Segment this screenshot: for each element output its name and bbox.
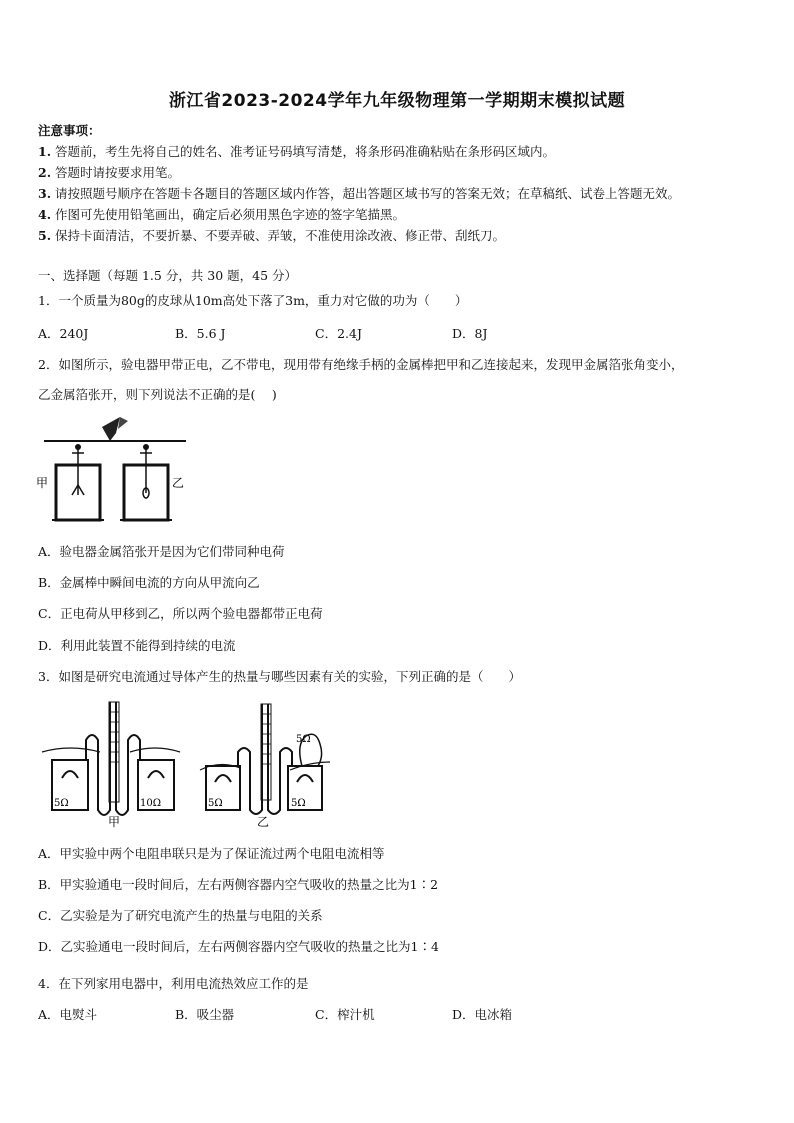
exam-title: 浙江省2023-2024学年九年级物理第一学期期末模拟试题 [168, 91, 626, 111]
q1-stem: 1．一个质量为80g的皮球从10m高处下落了3m，重力对它做的功为（ ） [38, 293, 468, 308]
notice-item-4: 4. 作图可先使用铅笔画出，确定后必须用黑色字迹的签字笔描黑。 [38, 207, 406, 222]
notice-item-3: 3. 请按照题号顺序在答题卡各题目的答题区域内作答，超出答题区域书写的答案无效；在草稿纸、试卷上答题无效。 [38, 186, 681, 201]
section-heading: 一、选择题（每题 1.5 分，共 30 题，45 分） [38, 268, 298, 283]
q3-yi-left-resistor: 5Ω [208, 798, 223, 809]
q3-label-yi: 乙 [257, 815, 270, 829]
q3-stem: 3．如图是研究电流通过导体产生的热量与哪些因素有关的实验，下列正确的是（ ） [38, 669, 521, 684]
q4-option-a: A．电熨斗 [38, 1007, 98, 1022]
q2-electroscope-figure [36, 415, 196, 527]
q3-jia-left-resistor: 5Ω [54, 798, 69, 809]
q2-option-a: A．验电器金属箔张开是因为它们带同种电荷 [38, 544, 285, 559]
q3-label-jia: 甲 [108, 815, 121, 829]
q3-option-b: B．甲实验通电一段时间后，左右两侧容器内空气吸收的热量之比为1∶2 [38, 877, 439, 892]
q3-yi-top-resistor: 5Ω [296, 734, 311, 745]
q1-option-d: D．8J [452, 326, 488, 341]
q4-stem: 4．在下列家用电器中，利用电流热效应工作的是 [38, 976, 309, 991]
q1-option-a: A．240J [38, 326, 89, 341]
q2-label-yi: 乙 [172, 476, 185, 490]
q3-joule-heating-figure [40, 700, 340, 830]
notice-heading: 注意事项： [38, 123, 101, 138]
q2-option-b: B．金属棒中瞬间电流的方向从甲流向乙 [38, 575, 260, 590]
q4-option-b: B．吸尘器 [175, 1007, 235, 1022]
q2-stem-line2: 乙金属箔张开，则下列说法不正确的是( ) [38, 387, 277, 402]
q2-option-c: C．正电荷从甲移到乙，所以两个验电器都带正电荷 [38, 606, 323, 621]
q2-option-d: D．利用此装置不能得到持续的电流 [38, 638, 236, 653]
q3-yi-right-resistor: 5Ω [291, 798, 306, 809]
q3-option-a: A．甲实验中两个电阻串联只是为了保证流过两个电阻电流相等 [38, 846, 385, 861]
q3-option-d: D．乙实验通电一段时间后，左右两侧容器内空气吸收的热量之比为1∶4 [38, 939, 439, 954]
q2-stem-line1: 2．如图所示，验电器甲带正电，乙不带电，现用带有绝缘手柄的金属棒把甲和乙连接起来，发现甲金属箔张角变小， [38, 357, 684, 372]
q2-label-jia: 甲 [36, 476, 49, 490]
notice-item-5: 5. 保持卡面清洁，不要折暴、不要弄破、弄皱，不准使用涂改液、修正带、刮纸刀。 [38, 228, 506, 243]
q3-jia-right-resistor: 10Ω [140, 798, 162, 809]
notice-item-1: 1. 答题前，考生先将自己的姓名、准考证号码填写清楚，将条形码准确粘贴在条形码区域内。 [38, 144, 556, 159]
q1-option-c: C．2.4J [315, 326, 362, 341]
notice-item-2: 2. 答题时请按要求用笔。 [38, 165, 181, 180]
q1-option-b: B．5.6 J [175, 326, 226, 341]
q4-option-d: D．电冰箱 [452, 1007, 513, 1022]
q4-option-c: C．榨汁机 [315, 1007, 375, 1022]
q3-option-c: C．乙实验是为了研究电流产生的热量与电阻的关系 [38, 908, 323, 923]
